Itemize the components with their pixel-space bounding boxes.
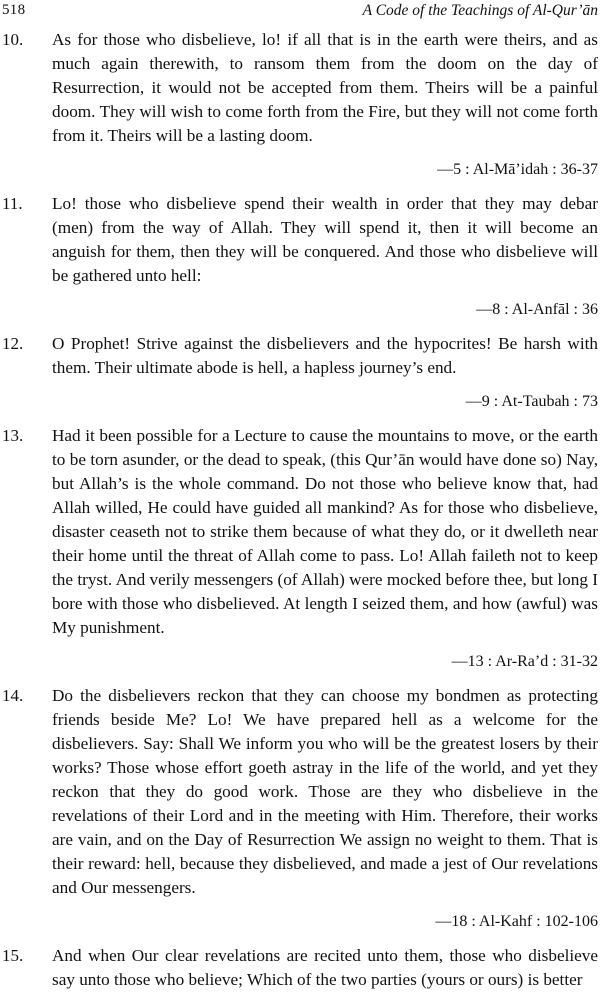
verse-number: 13. bbox=[2, 426, 24, 445]
verse-reference: —18 : Al-Kahf : 102-106 bbox=[435, 913, 598, 930]
verse-reference: —8 : Al-Anfāl : 36 bbox=[476, 301, 598, 318]
verse-number: 14. bbox=[2, 686, 24, 705]
verse-reference: —9 : At-Taubah : 73 bbox=[465, 393, 598, 410]
verse-14 bbox=[0, 684, 600, 900]
page-header bbox=[0, 0, 600, 26]
page-content bbox=[0, 28, 600, 992]
verse-11 bbox=[0, 192, 600, 288]
page-number: 518 bbox=[2, 2, 26, 18]
verse-text: As for those who disbelieve, lo! if all that is in the earth were theirs, and as much again therewith, to ransom them from the doom on the day of Resurrection, it would not be accepted from them. Theirs will be a painful doom. They will wish to come forth from the Fire, but they will not come forth from it. Theirs will be a lasting doom. bbox=[52, 30, 598, 145]
verse-reference: —13 : Ar-Ra’d : 31-32 bbox=[451, 653, 598, 670]
verse-13 bbox=[0, 424, 600, 640]
verse-number: 11. bbox=[2, 194, 23, 213]
verse-15 bbox=[0, 944, 600, 992]
verse-10 bbox=[0, 28, 600, 148]
verse-number: 10. bbox=[2, 30, 24, 49]
verse-reference: —5 : Al-Mā’idah : 36-37 bbox=[437, 161, 598, 178]
verse-12 bbox=[0, 332, 600, 380]
running-title: A Code of the Teachings of Al-Qur’ān bbox=[362, 2, 598, 19]
verse-text: Lo! those who disbelieve spend their wealth in order that they may debar (men) from the way of Allah. They will spend it, then it will become an anguish for them, then they will be conquered. And those who disbelieve will be gathered unto hell: bbox=[52, 194, 598, 285]
verse-text: Had it been possible for a Lecture to cause the mountains to move, or the earth to be torn asunder, or the dead to speak, (this Qur’ān would have done so) Nay, but Allah’s is the whole command. Do not those who believe know that, had Allah willed, He could have guided all mankind? As for those who disbelieve, disaster ceaseth not to strike them because of what they do, or it dwelleth near their home until the threat of Allah come to pass. Lo! Allah faileth not to keep the tryst. And verily messengers (of Allah) were mocked before thee, but long I bore with those who disbelieved. At length I seized them, and how (awful) was My punishment. bbox=[52, 426, 598, 637]
verse-number: 15. bbox=[2, 946, 24, 965]
verse-text: O Prophet! Strive against the disbelievers and the hypocrites! Be harsh with them. Their ultimate abode is hell, a hapless journey’s end. bbox=[52, 334, 598, 377]
verse-text: Do the disbelievers reckon that they can choose my bondmen as protecting friends beside Me? Lo! We have prepared hell as a welcome for the disbelievers. Say: Shall We inform you who will be the greatest losers by their works? Those whose effort goeth astray in the life of the world, and yet they reckon that they do good work. Those are they who disbelieve in the revelations of their Lord and in the meeting with Him. Therefore, their works are vain, and on the Day of Resurrection We assign no weight to them. That is their reward: hell, because they disbelieved, and made a jest of Our revelations and Our messengers. bbox=[52, 686, 598, 897]
verse-text: And when Our clear revelations are recited unto them, those who disbelieve say unto those who believe; Which of the two parties (yours or ours) is better bbox=[52, 946, 598, 989]
verse-number: 12. bbox=[2, 334, 24, 353]
